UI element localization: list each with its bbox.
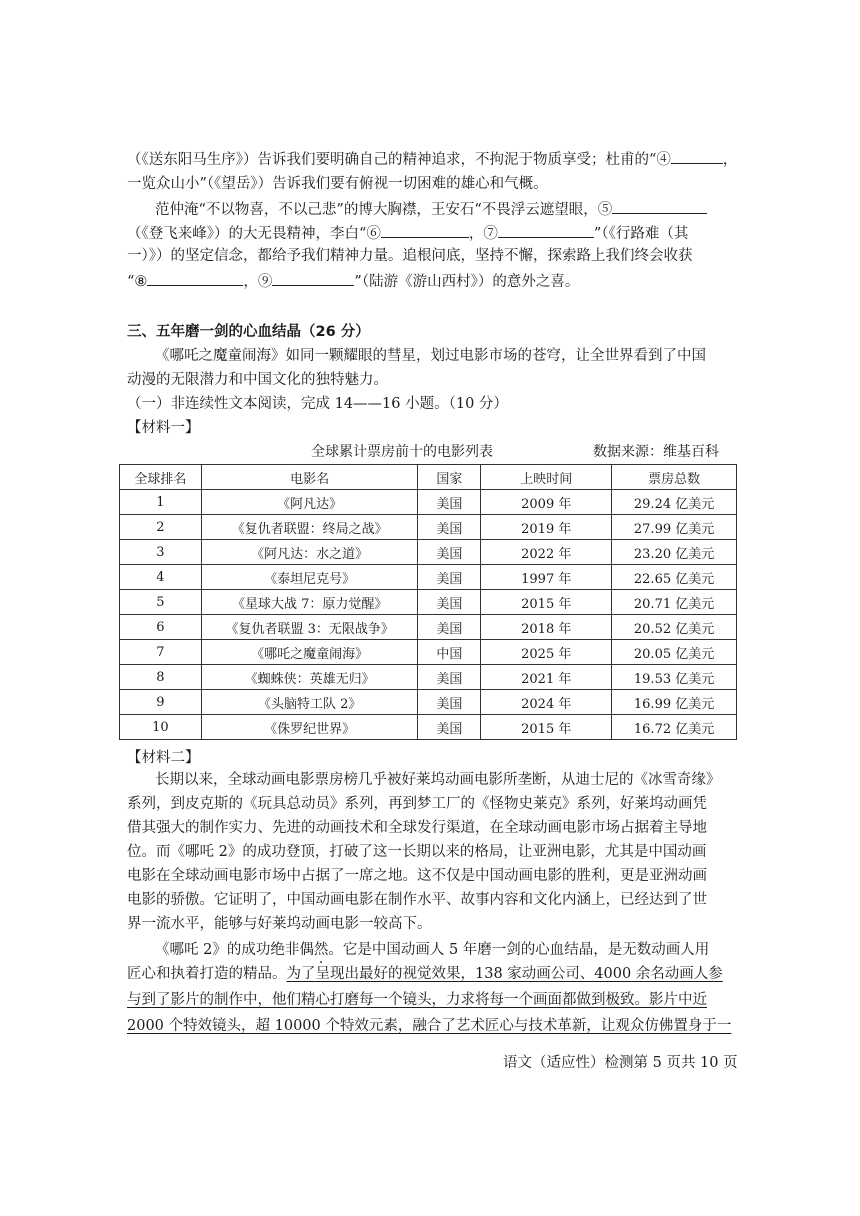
blank-8[interactable] <box>147 270 243 286</box>
p2-line-2: 匠心和执着打造的精品。为了呈现出最好的视觉效果，138 家动画公司、4000 余名动画人参 <box>127 966 723 982</box>
m2-line: 借其强大的制作实力、先进的动画技术和全球发行渠道，在全球动画电影市场占据着主导地 <box>127 820 707 836</box>
table-row: 1 《阿凡达》 美国 2009 年 29.24 亿美元 <box>120 490 737 515</box>
blank-4[interactable] <box>671 148 723 164</box>
m2-line: 电影在全球动画电影市场中占据了一席之地。这不仅是中国动画电影的胜利，更是亚洲动画 <box>127 868 707 884</box>
p2-line-3 <box>127 990 707 1010</box>
p2-line-4 <box>127 1016 731 1036</box>
table-row: 2 《复仇者联盟：终局之战》 美国 2019 年 27.99 亿美元 <box>120 515 737 540</box>
header-title: 电影名 <box>201 465 418 490</box>
intro-line-2: 动漫的无限潜力和中国文化的独特魅力。 <box>127 372 388 388</box>
dotted-char: 然 <box>313 942 329 958</box>
m2-line: 电影的骄傲。它证明了，中国动画电影在制作水平、故事内容和文化内涵上，已经达到了世 <box>127 892 707 908</box>
table-row: 7 《哪吒之魔童闹海》 中国 2025 年 20.05 亿美元 <box>120 640 737 665</box>
poem-line-5: 一）》）的坚定信念，都给予我们精神力量。追根问底，坚持不懈，探索路上我们终会收获 <box>127 248 693 264</box>
header-country: 国家 <box>418 465 481 490</box>
material-1-label: 【材料一】 <box>127 420 200 436</box>
blank-9[interactable] <box>272 270 354 286</box>
poem-line-3: 范仲淹“不以物喜，不以己悲”的博大胸襟，王安石“不畏浮云遮望眼，⑤ <box>155 198 707 220</box>
poem-line-1: （《送东阳马生序》）告诉我们要明确自己的精神追求，不拘泥于物质享受；杜甫的“④ ， <box>127 148 737 170</box>
material-2-label: 【材料二】 <box>127 750 200 766</box>
header-rank: 全球排名 <box>120 465 202 490</box>
subsection-title: （一）非连续性文本阅读，完成 14——16 小题。（10 分） <box>127 396 508 412</box>
underlined-sentence: 与到了影片的制作中，他们精心打磨每一个镜头，力求将每一个画面都做到极致。影片中近 <box>127 992 707 1008</box>
poem-line-4: （《登飞来峰》）的大无畏精神，李白“⑥ ，⑦ ”（《行路难（其 <box>127 222 688 244</box>
intro-line-1: 《哪吒之魔童闹海》如同一颗耀眼的彗星，划过电影市场的苍穹，让全世界看到了中国 <box>155 348 706 364</box>
table-row: 9 《头脑特工队 2》 美国 2024 年 16.99 亿美元 <box>120 690 737 715</box>
table-row: 5 《星球大战 7：原力觉醒》 美国 2015 年 20.71 亿美元 <box>120 590 737 615</box>
blank-6[interactable] <box>381 222 469 238</box>
section-title: 三、五年磨一剑的心血结晶（26 分） <box>127 324 370 340</box>
table-row: 3 《阿凡达：水之道》 美国 2022 年 23.20 亿美元 <box>120 540 737 565</box>
table-row: 10 《侏罗纪世界》 美国 2015 年 16.72 亿美元 <box>120 715 737 740</box>
table-row: 6 《复仇者联盟 3：无限战争》 美国 2018 年 20.52 亿美元 <box>120 615 737 640</box>
table-row: 8 《蜘蛛侠：英雄无归》 美国 2021 年 19.53 亿美元 <box>120 665 737 690</box>
underlined-sentence: 为了呈现出最好的视觉效果，138 家动画公司、4000 余名动画人参 <box>286 966 723 982</box>
m2-line: 位。而《哪吒 2》的成功登顶，打破了这一长期以来的格局，让亚洲电影，尤其是中国动画 <box>127 844 707 860</box>
table-row: 4 《泰坦尼克号》 美国 1997 年 22.65 亿美元 <box>120 565 737 590</box>
box-office-table <box>119 464 737 740</box>
poem-line-6: “⑧ ，⑨ ”（陆游《游山西村》）的意外之喜。 <box>127 270 579 292</box>
table-source: 数据来源：维基百科 <box>593 444 719 460</box>
header-year: 上映时间 <box>481 465 612 490</box>
table-header-row <box>120 465 737 490</box>
m2-line: 系列，到皮克斯的《玩具总动员》系列，再到梦工厂的《怪物史莱克》系列，好莱坞动画凭 <box>127 796 707 812</box>
underlined-sentence: 2000 个特效镜头，超 10000 个特效元素，融合了艺术匠心与技术革新，让观众仿佛置身于一 <box>127 1018 732 1034</box>
table-title: 全球累计票房前十的电影列表 <box>311 444 493 460</box>
page-footer: 语文（适应性）检测第 5 页共 10 页 <box>503 1055 738 1071</box>
m2-line: 长期以来，全球动画电影票房榜几乎被好莱坞动画电影所垄断，从迪士尼的《冰雪奇缘》 <box>155 772 721 788</box>
blank-7[interactable] <box>498 222 594 238</box>
blank-5[interactable] <box>612 198 707 214</box>
m2-line: 界一流水平，能够与好莱坞动画电影一较高下。 <box>127 916 432 932</box>
poem-line-2: 一览众山小”（《望岳》）告诉我们要有俯视一切困难的雄心和气概。 <box>127 176 548 192</box>
header-gross: 票房总数 <box>612 465 737 490</box>
p2-line-1: 《哪吒 2》的成功绝非偶然。它是中国动画人 5 年磨一剑的心血结晶，是无数动画人用 <box>155 942 710 958</box>
